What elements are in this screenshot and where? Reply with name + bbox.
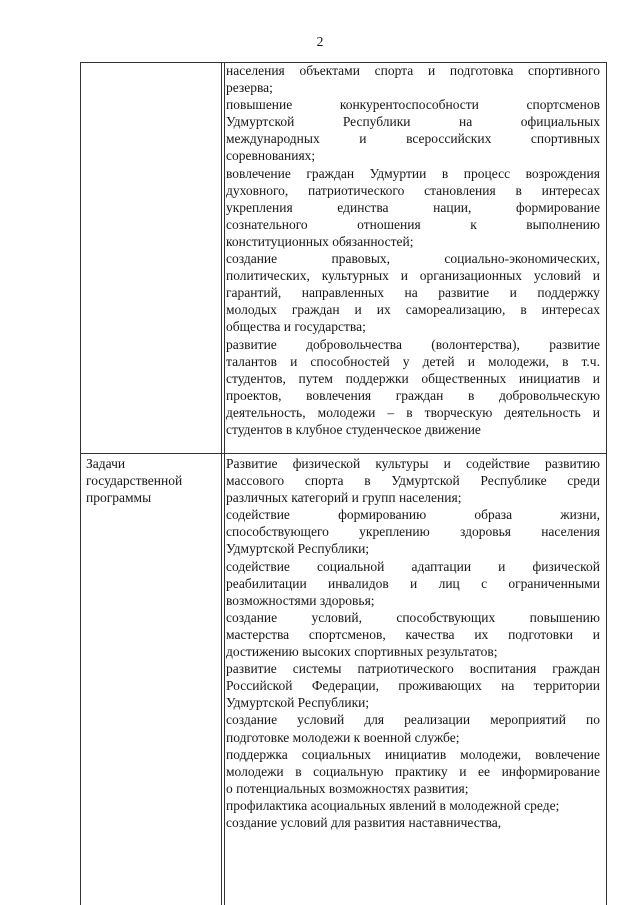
task-item — [226, 506, 600, 557]
task-item — [226, 797, 600, 814]
goal-item — [226, 165, 600, 250]
page-number: 2 — [316, 34, 324, 49]
text-line: Удмуртской Республики; — [226, 541, 370, 557]
goal-item — [226, 336, 600, 439]
table-right-border — [606, 62, 607, 905]
text-line: молодых граждан и их самореализацию, в интересах — [226, 302, 600, 318]
text-line: молодежи в социальную практику и ее информирование — [226, 763, 600, 779]
row-divider — [80, 453, 607, 454]
text-line: проектов, вовлечения граждан в добровольческую — [226, 387, 600, 403]
text-line: достижению высоких спортивных результатов; — [226, 644, 498, 660]
text-line: создание условий для реализации мероприятий по — [226, 712, 600, 728]
tasks-cell — [226, 455, 600, 831]
text-line: талантов и способностей у детей и молодежи, в т.ч. — [226, 353, 600, 369]
task-item — [226, 558, 600, 609]
text-line: духовного, патриотического становления в интересах — [226, 182, 600, 198]
text-line: подготовке молодежи к военной службе; — [226, 729, 460, 745]
goal-item — [226, 96, 600, 164]
text-line: Развитие физической культуры и содействие развитию — [226, 456, 600, 471]
goals-continuation-cell — [226, 62, 600, 438]
text-line: способствующего укреплению здоровья населения — [226, 524, 600, 540]
text-line: Удмуртской Республики; — [226, 695, 370, 711]
task-item — [226, 746, 600, 797]
text-line: создание условий, способствующих повышению — [226, 609, 600, 625]
column-divider-second — [224, 62, 225, 905]
text-line: массового спорта в Удмуртской Республике среди — [226, 473, 600, 489]
text-line: создание условий для развития наставничества, — [226, 814, 502, 830]
task-item — [226, 609, 600, 660]
tasks-label-line: государственной — [86, 473, 183, 489]
task-item — [226, 814, 600, 831]
text-line: мастерства спортсменов, качества их подготовки и — [226, 626, 600, 642]
text-line: создание правовых, социально-экономических, — [226, 251, 600, 267]
text-line: студентов, путем поддержки общественных инициатив и — [226, 370, 600, 386]
text-line: укрепления единства нации, формирование — [226, 199, 600, 215]
goal-item — [226, 250, 600, 335]
column-divider — [221, 62, 222, 905]
text-line: развитие добровольчества (волонтерства), развитие — [226, 336, 600, 352]
text-line: общества и государства; — [226, 319, 366, 335]
text-line: содействие социальной адаптации и физической — [226, 558, 600, 574]
task-item — [226, 660, 600, 711]
text-line: международных и всероссийских спортивных — [226, 131, 600, 147]
text-line: поддержка социальных инициатив молодежи, вовлечение — [226, 746, 600, 762]
tasks-label-cell — [86, 455, 216, 506]
text-line: соревнованиях; — [226, 148, 316, 164]
text-line: Удмуртской Республики на официальных — [226, 114, 600, 130]
goal-item — [226, 62, 600, 96]
text-line: сознательного отношения к выполнению — [226, 216, 600, 232]
task-item — [226, 455, 600, 506]
tasks-label-line: программы — [86, 490, 152, 506]
tasks-label-line: Задачи — [86, 456, 126, 471]
text-line: политических, культурных и организационных условий и — [226, 268, 600, 284]
task-item — [226, 711, 600, 745]
text-line: населения объектами спорта и подготовка спортивного — [226, 63, 600, 78]
text-line: о потенциальных возможностях развития; — [226, 780, 469, 796]
text-line: реабилитации инвалидов и лиц с ограниченными — [226, 575, 600, 591]
table-left-border — [80, 62, 81, 905]
text-line: гарантий, направленных на развитие и поддержку — [226, 285, 600, 301]
text-line: вовлечение граждан Удмуртии в процесс возрождения — [226, 165, 600, 181]
text-line: профилактика асоциальных явлений в молодежной среде; — [226, 797, 560, 813]
text-line: различных категорий и групп населения; — [226, 490, 462, 506]
text-line: Российской Федерации, проживающих на территории — [226, 678, 600, 694]
text-line: повышение конкурентоспособности спортсменов — [226, 97, 600, 113]
text-line: конституционных обязанностей; — [226, 233, 414, 249]
text-line: резерва; — [226, 80, 273, 96]
text-line: развитие системы патриотического воспитания граждан — [226, 661, 600, 677]
text-line: содействие формированию образа жизни, — [226, 507, 600, 523]
text-line: студентов в клубное студенческое движение — [226, 421, 481, 437]
text-line: возможностями здоровья; — [226, 592, 375, 608]
text-line: деятельность, молодежи – в творческую деятельность и — [226, 404, 600, 420]
